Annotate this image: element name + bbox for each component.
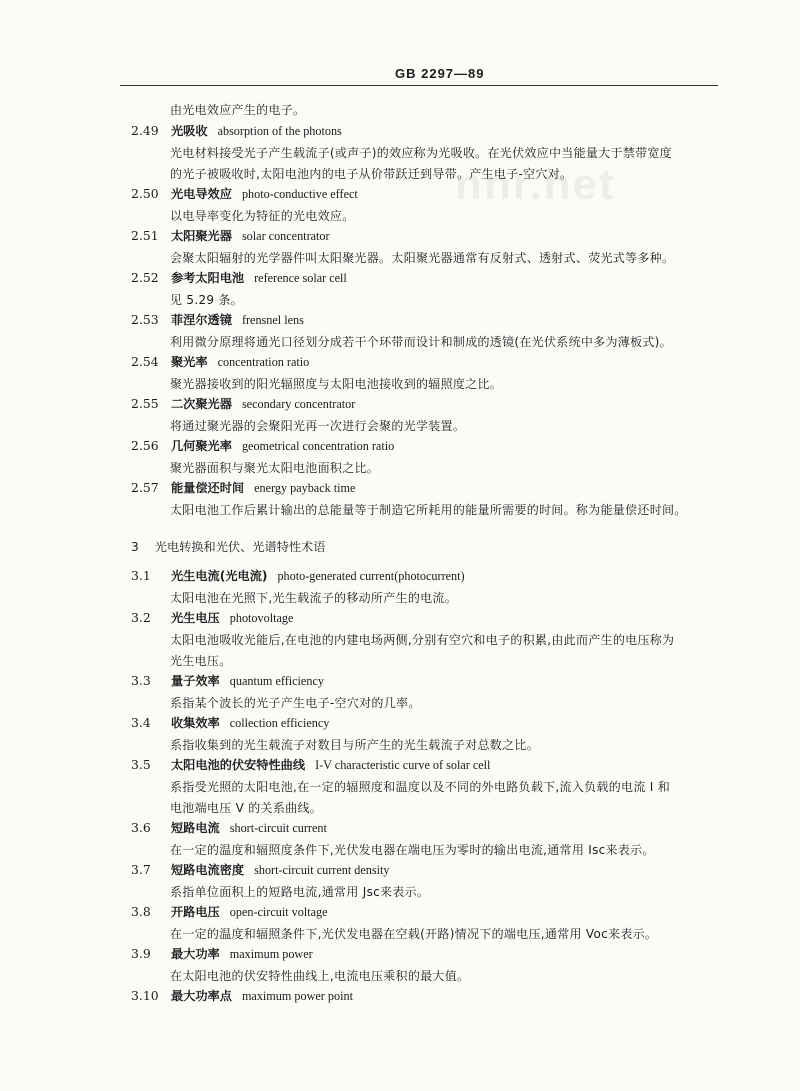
term-english: frensnel lens bbox=[241, 313, 304, 327]
term-definition: 以电导率变化为特征的光电效应。 bbox=[170, 209, 355, 223]
term-english: secondary concentrator bbox=[241, 397, 356, 411]
term-number: 2.52 bbox=[131, 270, 159, 285]
term-heading bbox=[131, 946, 313, 962]
term-chinese: 二次聚光器 bbox=[171, 397, 232, 411]
section-heading bbox=[131, 538, 325, 555]
term-heading bbox=[131, 820, 327, 836]
term-heading bbox=[131, 610, 293, 626]
term-definition: 聚光器面积与聚光太阳电池面积之比。 bbox=[170, 461, 380, 475]
term-number: 2.49 bbox=[131, 123, 159, 138]
term-heading bbox=[131, 228, 330, 244]
term-chinese: 光生电压 bbox=[171, 611, 220, 625]
term-english: solar concentrator bbox=[241, 229, 330, 243]
term-heading bbox=[131, 354, 309, 370]
term-chinese: 收集效率 bbox=[171, 716, 220, 730]
term-chinese: 菲涅尔透镜 bbox=[171, 313, 232, 327]
term-chinese: 短路电流密度 bbox=[171, 863, 245, 877]
term-definition: 系指收集到的光生载流子对数目与所产生的光生载流子对总数之比。 bbox=[170, 738, 540, 752]
term-english: energy payback time bbox=[254, 481, 356, 495]
header-rule bbox=[120, 85, 718, 86]
term-definition: 系指单位面积上的短路电流,通常用 Jsc来表示。 bbox=[170, 885, 430, 899]
term-heading bbox=[131, 904, 328, 920]
page-header: GB 2297—89 bbox=[395, 66, 485, 81]
term-heading bbox=[131, 186, 358, 202]
term-english: photo-conductive effect bbox=[241, 187, 358, 201]
term-definition: 太阳电池工作后累计输出的总能量等于制造它所耗用的能量所需要的时间。称为能量偿还时间。 bbox=[170, 503, 687, 517]
term-english: photo-generated current(photocurrent) bbox=[277, 569, 465, 583]
term-chinese: 光电导效应 bbox=[171, 187, 232, 201]
term-definition: 太阳电池在光照下,光生载流子的移动所产生的电流。 bbox=[170, 591, 458, 605]
term-chinese: 短路电流 bbox=[171, 821, 220, 835]
term-definition: 在一定的温度和辐照条件下,光伏发电器在空载(开路)情况下的端电压,通常用 Voc来表示。 bbox=[170, 927, 658, 941]
term-number: 3.8 bbox=[131, 904, 151, 919]
term-number: 3.5 bbox=[131, 757, 151, 772]
term-definition: 会聚太阳辐射的光学器件叫太阳聚光器。太阳聚光器通常有反射式、透射式、荧光式等多种。 bbox=[170, 251, 675, 265]
term-chinese: 太阳电池的伏安特性曲线 bbox=[171, 758, 306, 772]
term-definition: 太阳电池吸收光能后,在电池的内建电场两侧,分别有空穴和电子的积累,由此而产生的电压称为 bbox=[170, 633, 675, 647]
term-chinese: 最大功率 bbox=[171, 947, 220, 961]
term-chinese: 聚光率 bbox=[171, 355, 208, 369]
term-heading bbox=[131, 568, 465, 584]
term-heading bbox=[131, 123, 342, 139]
term-heading bbox=[131, 270, 347, 286]
term-chinese: 光生电流(光电流) bbox=[171, 569, 268, 583]
term-heading bbox=[131, 715, 329, 731]
term-english: quantum efficiency bbox=[229, 674, 324, 688]
term-definition: 在一定的温度和辐照度条件下,光伏发电器在端电压为零时的输出电流,通常用 Isc来表示。 bbox=[170, 843, 655, 857]
term-chinese: 量子效率 bbox=[171, 674, 220, 688]
term-number: 3.3 bbox=[131, 673, 151, 688]
term-chinese: 开路电压 bbox=[171, 905, 220, 919]
term-heading bbox=[131, 312, 304, 328]
term-definition: 在太阳电池的伏安特性曲线上,电流电压乘积的最大值。 bbox=[170, 969, 470, 983]
term-number: 3.9 bbox=[131, 946, 151, 961]
term-chinese: 光吸收 bbox=[171, 124, 208, 138]
term-english: photovoltage bbox=[229, 611, 294, 625]
term-english: maximum power point bbox=[241, 989, 353, 1003]
term-number: 2.54 bbox=[131, 354, 159, 369]
term-number: 3.10 bbox=[131, 988, 159, 1003]
term-english: open-circuit voltage bbox=[229, 905, 328, 919]
term-heading bbox=[131, 396, 355, 412]
term-definition: 见 5.29 条。 bbox=[170, 293, 244, 307]
section-title: 光电转换和光伏、光谱特性术语 bbox=[154, 540, 326, 554]
term-heading bbox=[131, 673, 324, 689]
term-chinese: 参考太阳电池 bbox=[171, 271, 245, 285]
term-heading bbox=[131, 862, 390, 878]
term-definition: 电池端电压 V 的关系曲线。 bbox=[170, 801, 323, 815]
term-heading bbox=[131, 480, 355, 496]
term-number: 3.1 bbox=[131, 568, 151, 583]
term-english: absorption of the photons bbox=[217, 124, 342, 138]
term-chinese: 最大功率点 bbox=[171, 989, 232, 1003]
term-definition: 将通过聚光器的会聚阳光再一次进行会聚的光学装置。 bbox=[170, 419, 466, 433]
term-chinese: 太阳聚光器 bbox=[171, 229, 232, 243]
term-definition: 系指受光照的太阳电池,在一定的辐照度和温度以及不同的外电路负载下,流入负载的电流 I 和 bbox=[170, 780, 670, 794]
term-english: I-V characteristic curve of solar cell bbox=[315, 758, 491, 772]
term-number: 2.53 bbox=[131, 312, 159, 327]
term-chinese: 几何聚光率 bbox=[171, 439, 232, 453]
section-number: 3 bbox=[131, 540, 139, 554]
term-number: 2.51 bbox=[131, 228, 159, 243]
term-number: 2.56 bbox=[131, 438, 159, 453]
watermark: nnr.net bbox=[455, 160, 616, 209]
term-english: maximum power bbox=[229, 947, 313, 961]
term-heading bbox=[131, 757, 490, 773]
term-chinese: 能量偿还时间 bbox=[171, 481, 245, 495]
term-heading bbox=[131, 988, 353, 1004]
term-definition: 光电材料接受光子产生载流子(或声子)的效应称为光吸收。在光伏效应中当能量大于禁带宽度 bbox=[170, 146, 672, 160]
term-number: 3.2 bbox=[131, 610, 151, 625]
term-english: reference solar cell bbox=[254, 271, 347, 285]
term-number: 2.50 bbox=[131, 186, 159, 201]
term-heading bbox=[131, 438, 394, 454]
term-english: collection efficiency bbox=[229, 716, 330, 730]
term-definition: 利用微分原理将通光口径划分成若干个环带而设计和制成的透镜(在光伏系统中多为薄板式)。 bbox=[170, 335, 672, 349]
term-number: 2.55 bbox=[131, 396, 159, 411]
term-definition: 聚光器接收到的阳光辐照度与太阳电池接收到的辐照度之比。 bbox=[170, 377, 503, 391]
term-number: 3.6 bbox=[131, 820, 151, 835]
term-english: concentration ratio bbox=[217, 355, 310, 369]
term-english: geometrical concentration ratio bbox=[241, 439, 395, 453]
continuation-text: 由光电效应产生的电子。 bbox=[170, 103, 306, 117]
term-number: 3.4 bbox=[131, 715, 151, 730]
term-number: 3.7 bbox=[131, 862, 151, 877]
term-english: short-circuit current density bbox=[254, 863, 390, 877]
term-definition: 光生电压。 bbox=[170, 654, 232, 668]
term-definition: 的光子被吸收时,太阳电池内的电子从价带跃迁到导带。产生电子-空穴对。 bbox=[170, 167, 573, 181]
term-definition: 系指某个波长的光子产生电子-空穴对的几率。 bbox=[170, 696, 421, 710]
term-number: 2.57 bbox=[131, 480, 159, 495]
term-english: short-circuit current bbox=[229, 821, 327, 835]
